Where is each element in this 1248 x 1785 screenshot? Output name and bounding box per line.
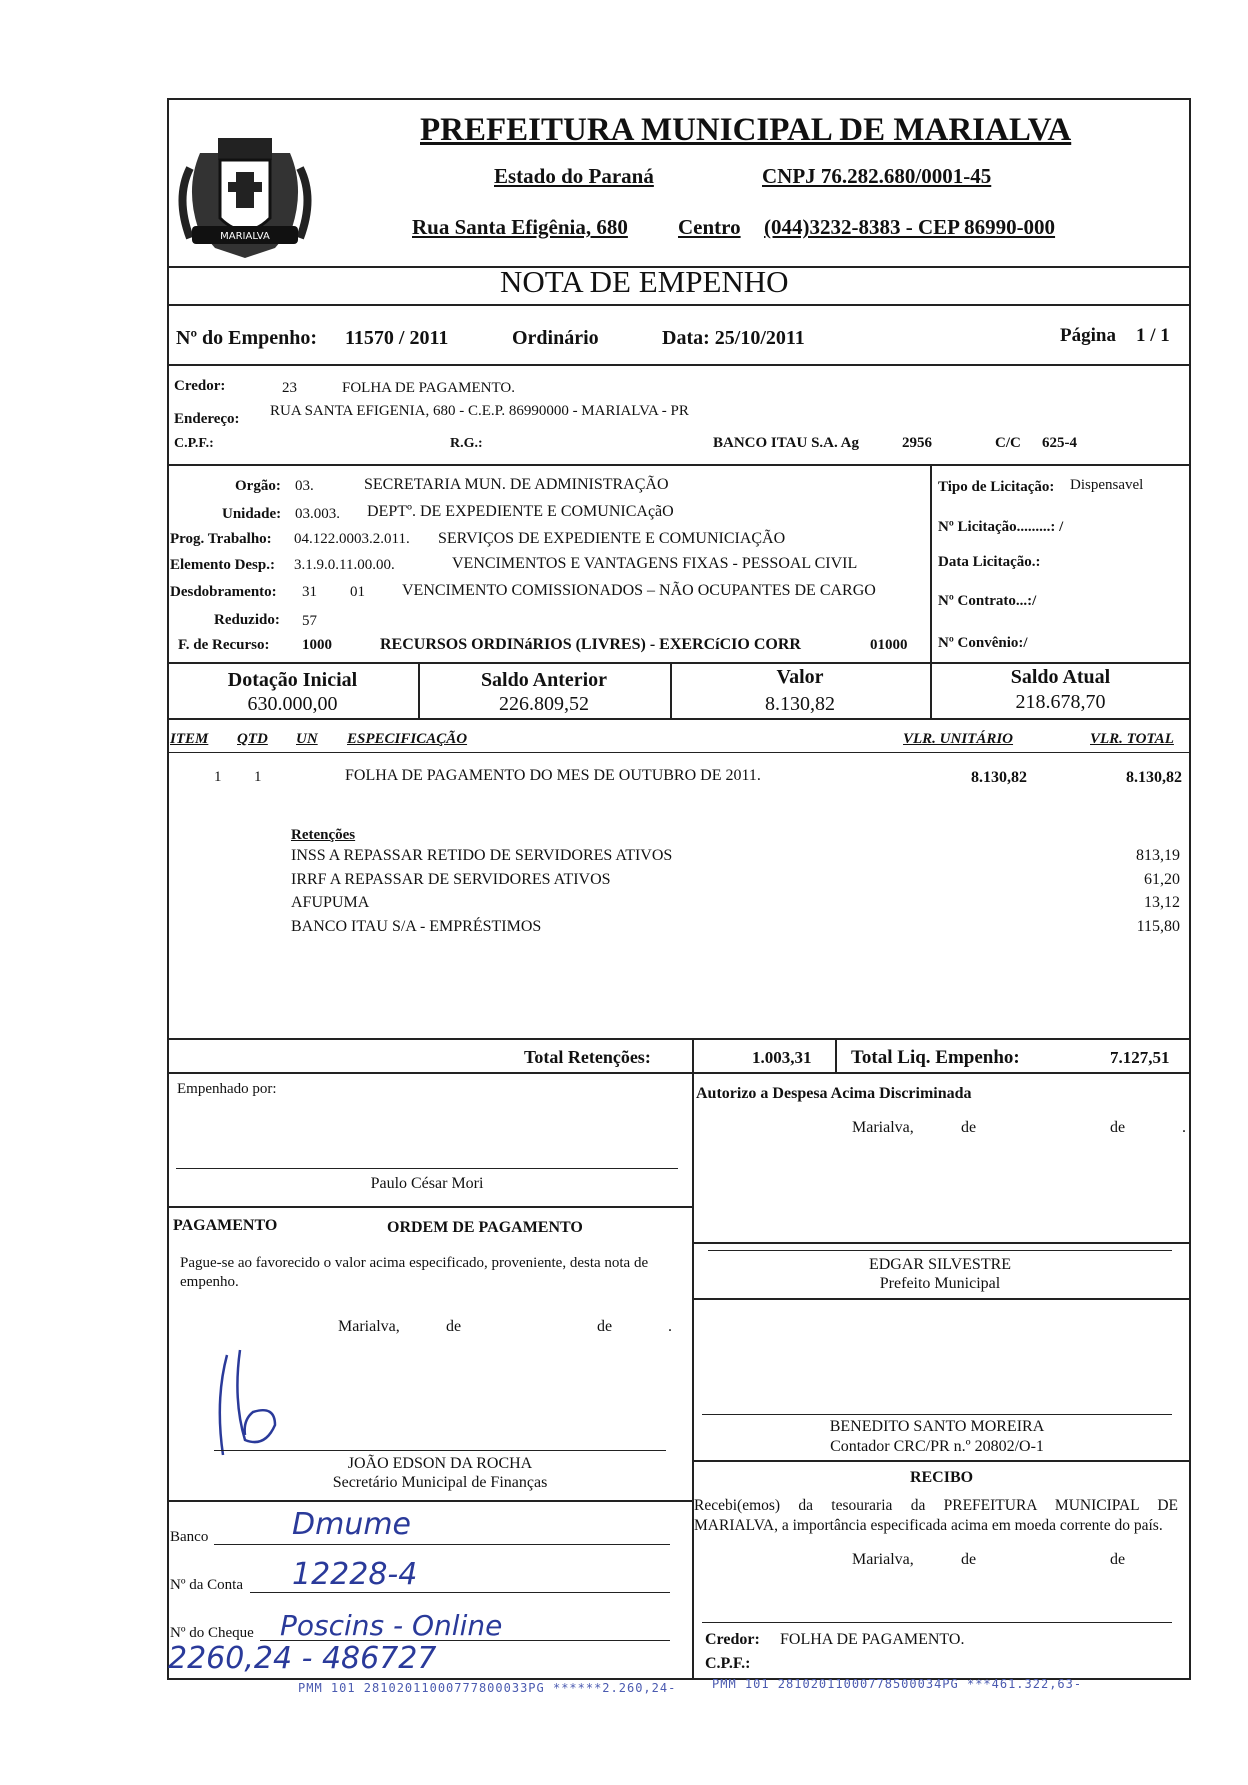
empenho-type: Ordinário (512, 327, 599, 349)
bank-section-rule (167, 1500, 692, 1502)
elemento-name: VENCIMENTOS E VANTAGENS FIXAS - PESSOAL CIVIL (452, 555, 858, 572)
cc-value: 625-4 (1042, 435, 1077, 451)
autorizo-dot: . (1182, 1119, 1186, 1136)
municipal-coat-of-arms (170, 108, 320, 268)
retencoes-title: Retenções (291, 827, 356, 843)
retencao-label: IRRF A REPASSAR DE SERVIDORES ATIVOS (291, 871, 611, 888)
secretario-role: Secretário Municipal de Finanças (332, 1474, 548, 1491)
page-label: Página (1060, 325, 1116, 346)
recibo-de-2: de (1110, 1551, 1126, 1568)
ordem-de-1: de (446, 1318, 462, 1335)
retencao-value: 115,80 (1136, 918, 1180, 935)
desdobramento-label: Desdobramento: (170, 584, 277, 600)
prefeito-role: Prefeito Municipal (879, 1275, 1001, 1292)
totals-divider-1 (692, 1038, 694, 1074)
saldo-anterior-label: Saldo Anterior (480, 669, 608, 691)
banco-line (214, 1544, 670, 1545)
banco-handwritten: Dmume (292, 1507, 412, 1542)
street-label: Rua Santa Efigênia, 680 (412, 215, 628, 239)
contador-top-rule (692, 1298, 1191, 1300)
svg-text:MARIALVA: MARIALVA (220, 231, 270, 242)
dotacao-label: Dotação Inicial (227, 669, 358, 691)
contador-signature-line (702, 1414, 1172, 1415)
prog-label: Prog. Trabalho: (170, 531, 272, 547)
total-retencoes-value: 1.003,31 (752, 1048, 812, 1067)
conta-handwritten: 12228-4 (292, 1557, 418, 1592)
conta-label: Nº da Conta (170, 1577, 243, 1593)
budget-divider (930, 464, 932, 664)
items-header-rule (167, 752, 1191, 753)
valor-value: 8.130,82 (765, 693, 835, 715)
prefeito-top-rule (692, 1242, 1191, 1244)
cnpj-label: CNPJ 76.282.680/0001-45 (762, 164, 992, 188)
contador-role: Contador CRC/PR n.º 20802/O-1 (830, 1438, 1044, 1455)
retencao-label: BANCO ITAU S/A - EMPRÉSTIMOS (291, 918, 542, 935)
desdobramento-name: VENCIMENTO COMISSIONADOS – NÃO OCUPANTES DE CARGO (402, 582, 876, 599)
retencao-label: INSS A REPASSAR RETIDO DE SERVIDORES ATIVOS (291, 847, 673, 864)
recurso-code: 1000 (302, 637, 332, 653)
recibo-cpf-label: C.P.F.: (705, 1655, 751, 1672)
item-qtd: 1 (254, 769, 262, 785)
state-label: Estado do Paraná (494, 164, 654, 188)
recurso-label: F. de Recurso: (178, 637, 270, 653)
recibo-signature-line (702, 1622, 1172, 1623)
item-spec: FOLHA DE PAGAMENTO DO MES DE OUTUBRO DE 2011. (345, 767, 761, 784)
dotacao-value: 630.000,00 (247, 693, 338, 715)
recibo-de-1: de (961, 1551, 977, 1568)
item-number: 1 (214, 769, 222, 785)
recurso-name: RECURSOS ORDINáRIOS (LIVRES) - EXERCíCIO CORR (380, 636, 801, 653)
recurso-number: 01000 (870, 637, 908, 653)
unidade-label: Unidade: (222, 506, 282, 522)
rg-label: R.G.: (450, 436, 483, 451)
secretario-signature-line (214, 1450, 666, 1451)
endereco-value: RUA SANTA EFIGENIA, 680 - C.E.P. 86990000 - MARIALVA - PR (270, 403, 689, 419)
cpf-label: C.P.F.: (174, 436, 214, 451)
recibo-credor-label: Credor: (705, 1631, 760, 1648)
orgao-label: Orgão: (235, 478, 281, 494)
unidade-name: DEPTº. DE EXPEDIENTE E COMUNICAçãO (367, 503, 674, 520)
credor-code: 23 (282, 380, 297, 396)
item-total-value: 8.130,82 (1126, 769, 1182, 786)
recibo-top-rule (692, 1460, 1191, 1462)
col-un: UN (296, 731, 318, 747)
prefeito-name: EDGAR SILVESTRE (868, 1256, 1012, 1273)
signatures-divider (692, 1072, 694, 1680)
total-retencoes-label: Total Retenções: (524, 1047, 651, 1067)
credor-label: Credor: (174, 378, 226, 394)
doc-title: NOTA DE EMPENHO (500, 264, 789, 299)
ordem-pagamento-label: ORDEM DE PAGAMENTO (387, 1219, 583, 1236)
district-label: Centro (678, 215, 741, 239)
page-title: PREFEITURA MUNICIPAL DE MARIALVA (420, 112, 1072, 148)
saldo-anterior-value: 226.809,52 (499, 693, 589, 715)
pague-se-text: Pague-se ao favorecido o valor acima especificado, proveniente, desta nota de empenho. (180, 1255, 649, 1290)
cheque-label: Nº do Cheque (170, 1625, 254, 1641)
unidade-code: 03.003. (295, 506, 340, 522)
licitacao-contrato: Nº Contrato...:/ (938, 593, 1037, 609)
bank-stamp-right: PMM 101 28102011000778500034PG ***461.322,63- (712, 1677, 1083, 1691)
empenho-date: Data: 25/10/2011 (662, 327, 805, 349)
reduzido-value: 57 (302, 613, 317, 629)
licitacao-convenio: Nº Convênio:/ (938, 635, 1028, 651)
col-spec: ESPECIFICAÇÃO (347, 731, 468, 747)
saldo-atual-label: Saldo Atual (1010, 666, 1111, 688)
elemento-label: Elemento Desp.: (170, 557, 275, 573)
orgao-code: 03. (295, 478, 314, 494)
autorizo-label: Autorizo a Despesa Acima Discriminada (696, 1085, 972, 1102)
orgao-name: SECRETARIA MUN. DE ADMINISTRAÇÃO (364, 476, 669, 493)
col-qtd: QTD (237, 731, 268, 747)
prog-name: SERVIÇOS DE EXPEDIENTE E COMUNICIAÇÃO (438, 530, 786, 547)
item-unit-value: 8.130,82 (971, 769, 1027, 786)
recibo-city: Marialva, (852, 1551, 914, 1568)
total-liquido-label: Total Liq. Empenho: (851, 1047, 1020, 1068)
totals-divider-2 (835, 1038, 837, 1074)
retencao-value: 813,19 (1136, 847, 1180, 864)
bank-agency: 2956 (902, 435, 932, 451)
valor-label: Valor (776, 666, 824, 688)
saldo-atual-value: 218.678,70 (1015, 691, 1106, 713)
col-unit-value: VLR. UNITÁRIO (903, 731, 1014, 747)
total-liquido-value: 7.127,51 (1110, 1048, 1170, 1067)
licitacao-tipo-label: Tipo de Licitação: (938, 479, 1055, 495)
desdobramento-code: 31 (302, 584, 317, 600)
ordem-de-2: de (597, 1318, 613, 1335)
cheque-handwritten: Poscins - Online (280, 1609, 503, 1642)
page-number: 1 / 1 (1136, 325, 1170, 346)
licitacao-numero: Nº Licitação.........: / (938, 519, 1064, 535)
retencao-value: 13,12 (1144, 894, 1180, 911)
credor-name: FOLHA DE PAGAMENTO. (342, 380, 515, 396)
contador-name: BENEDITO SANTO MOREIRA (829, 1418, 1045, 1435)
empenhado-signature-line (176, 1168, 678, 1169)
elemento-code: 3.1.9.0.11.00.00. (294, 557, 395, 573)
ordem-city: Marialva, (338, 1318, 400, 1335)
ordem-dot: . (668, 1318, 672, 1335)
licitacao-data: Data Licitação.: (938, 554, 1041, 570)
retencao-label: AFUPUMA (291, 894, 370, 911)
bank-stamp-left: PMM 101 28102011000777800033PG ******2.260,24- (298, 1681, 677, 1695)
bank-label: BANCO ITAU S.A. Ag (713, 435, 859, 451)
valor-handwritten: 2260,24 - 486727 (168, 1641, 437, 1676)
recibo-title: RECIBO (909, 1469, 974, 1486)
desdobramento-sub: 01 (350, 584, 365, 600)
autorizo-city: Marialva, (852, 1119, 914, 1136)
conta-line (250, 1592, 670, 1593)
empenho-number-label: Nº do Empenho: (176, 327, 318, 349)
empenhado-por-label: Empenhado por: (177, 1081, 277, 1097)
licitacao-tipo: Dispensavel (1070, 477, 1144, 493)
pagamento-top-rule (167, 1206, 692, 1208)
pagamento-label: PAGAMENTO (173, 1217, 278, 1234)
retencao-value: 61,20 (1144, 871, 1180, 888)
empenho-number: 11570 / 2011 (345, 327, 449, 349)
cc-label: C/C (995, 435, 1021, 451)
banco-label: Banco (170, 1529, 209, 1545)
prefeito-signature-line (708, 1250, 1172, 1251)
empenhado-name: Paulo César Mori (370, 1175, 484, 1192)
phone-cep-label: (044)3232-8383 - CEP 86990-000 (764, 215, 1056, 239)
endereco-label: Endereço: (174, 411, 240, 427)
recibo-text: Recebi(emos) da tesouraria da PREFEITURA MUNICIPAL DE MARIALVA, a importância especificada acima em moeda corrente do país. (694, 1497, 1178, 1534)
col-item: ITEM (170, 731, 209, 747)
col-total-value: VLR. TOTAL (1090, 731, 1174, 747)
reduzido-label: Reduzido: (214, 612, 280, 628)
autorizo-de-2: de (1110, 1119, 1126, 1136)
handwritten-signature (205, 1340, 295, 1460)
prog-code: 04.122.0003.2.011. (294, 531, 410, 547)
autorizo-de-1: de (961, 1119, 977, 1136)
secretario-name: JOÃO EDSON DA ROCHA (347, 1455, 533, 1472)
recibo-credor-name: FOLHA DE PAGAMENTO. (780, 1631, 965, 1648)
totals-box (167, 1038, 1191, 1074)
